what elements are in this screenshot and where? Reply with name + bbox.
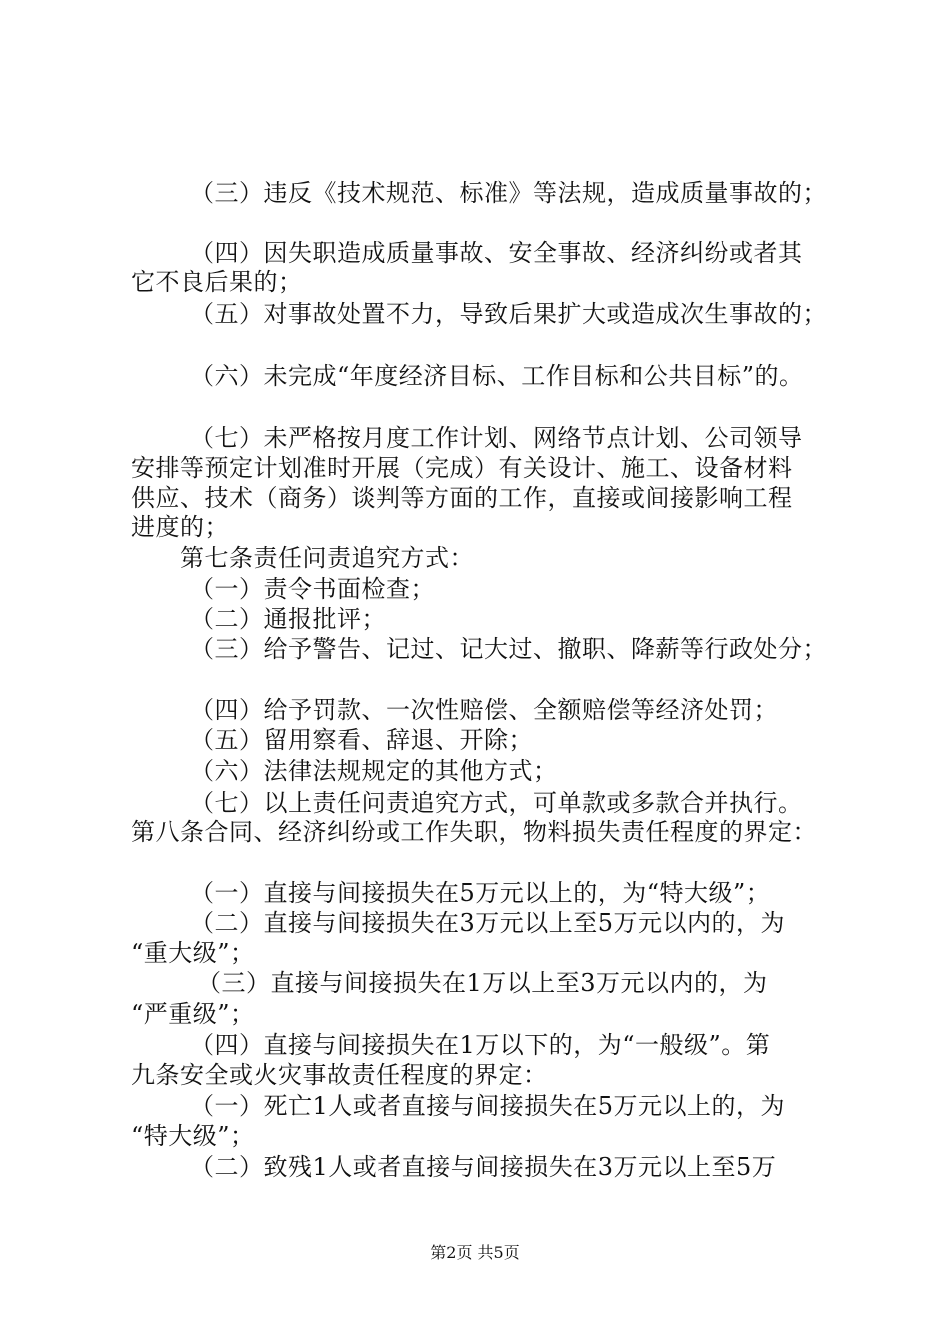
text-line: （四）因失职造成质量事故、安全事故、经济纠纷或者其 [190,239,803,267]
text-line: （二）致残1人或者直接与间接损失在3万元以上至5万 [190,1153,777,1181]
text-line: “重大级”； [131,939,255,967]
page-footer [0,1243,950,1263]
text-line: 供应、技术（商务）谈判等方面的工作，直接或间接影响工程 [131,484,793,512]
text-line: （六）未完成“年度经济目标、工作目标和公共目标”的。 [190,362,804,390]
text-line: （五）对事故处置不力，导致后果扩大或造成次生事故的； [190,300,827,328]
text-line: 进度的； [131,513,229,541]
text-line: （四）直接与间接损失在1万以下的，为“一般级”。第 [190,1031,771,1059]
text-line: （五）留用察看、辞退、开除； [190,726,533,754]
text-line: “特大级”； [131,1122,255,1150]
text-line: （六）法律法规规定的其他方式； [190,757,558,785]
text-line: （一）直接与间接损失在5万元以上的，为“特大级”； [190,879,771,907]
section-heading: 第七条责任问责追究方式： [180,544,474,572]
text-line: （四）给予罚款、一次性赔偿、全额赔偿等经济处罚； [190,696,778,724]
section-heading: 九条安全或火灾事故责任程度的界定： [131,1061,548,1089]
text-line: 它不良后果的； [131,268,303,296]
text-line: （一）死亡1人或者直接与间接损失在5万元以上的，为 [190,1092,786,1120]
page-number-label: 第2页 共5页 [430,1243,520,1262]
text-line: 安排等预定计划准时开展（完成）有关设计、施工、设备材料 [131,454,793,482]
text-line: （三）直接与间接损失在1万以上至3万元以内的，为 [197,969,768,997]
text-line: （一）责令书面检查； [190,575,435,603]
text-line: （七）未严格按月度工作计划、网络节点计划、公司领导 [190,424,803,452]
text-line: （三）给予警告、记过、记大过、撤职、降薪等行政处分； [190,635,827,663]
text-line: “严重级”； [131,1000,255,1028]
section-heading: 第八条合同、经济纠纷或工作失职，物料损失责任程度的界定： [131,818,817,846]
text-line: （三）违反《技术规范、标准》等法规，造成质量事故的； [190,179,827,207]
text-line: （七）以上责任问责追究方式，可单款或多款合并执行。 [190,789,803,817]
text-line: （二）直接与间接损失在3万元以上至5万元以内的，为 [190,909,786,937]
text-line: （二）通报批评； [190,605,386,633]
